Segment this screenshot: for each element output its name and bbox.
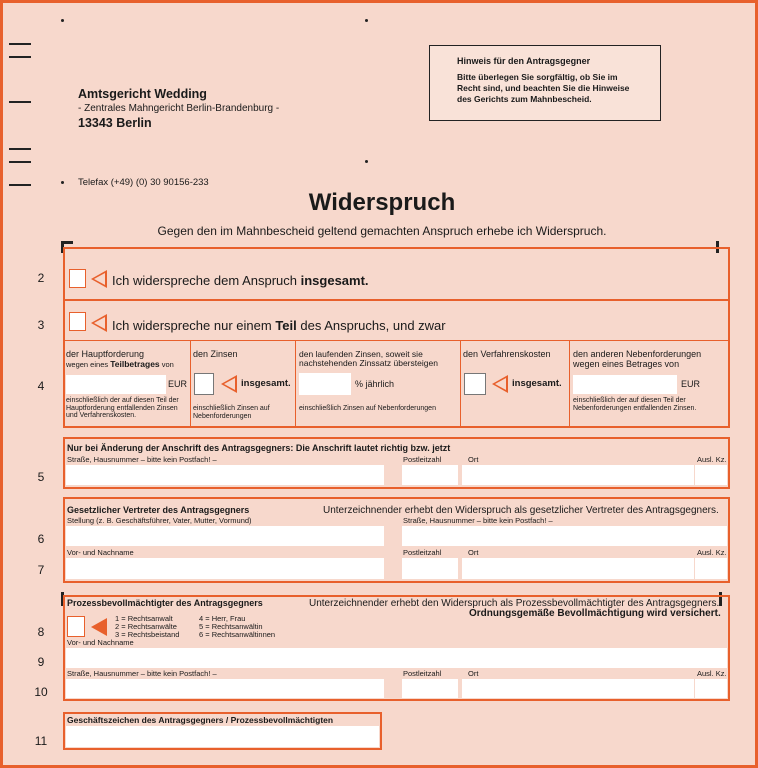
row-number: 3 xyxy=(37,318,45,332)
counsel-type-code-input[interactable] xyxy=(67,616,85,637)
partial-objection-label xyxy=(112,318,446,333)
zip-label: Postleitzahl xyxy=(403,669,442,678)
page-title: Widerspruch xyxy=(308,189,456,216)
reference-input[interactable] xyxy=(66,726,379,747)
court-name: Amtsgericht Wedding xyxy=(78,87,207,101)
legal-representative-note: Unterzeichnender erhebt den Widerspruch als gesetzlicher Vertreter des Antragsgegners. xyxy=(323,505,719,516)
corner-mark xyxy=(61,241,73,244)
code-item: 4 = Herr, Frau xyxy=(199,614,246,623)
margin-mark xyxy=(9,43,31,45)
country-input[interactable] xyxy=(695,679,727,698)
city-input[interactable] xyxy=(462,558,694,579)
divider xyxy=(63,299,730,301)
city-label: Ort xyxy=(468,548,479,557)
country-input[interactable] xyxy=(695,558,727,579)
zip-label: Postleitzahl xyxy=(403,548,442,557)
interest-note: einschließlich Zinsen auf Nebenforderungen xyxy=(193,405,270,420)
costs-checkbox[interactable] xyxy=(464,373,486,395)
main-claim-sublabel xyxy=(66,360,174,370)
page-subtitle: Gegen den im Mahnbescheid geltend gemachten Anspruch erhebe ich Widerspruch. xyxy=(157,224,607,238)
zip-input[interactable] xyxy=(402,558,458,579)
zip-input[interactable] xyxy=(402,465,458,485)
country-label: Ausl. Kz. xyxy=(697,548,727,557)
counsel-codes-a xyxy=(115,615,179,639)
full-objection-label xyxy=(112,273,369,288)
partial-objection-bold: Teil xyxy=(275,318,297,333)
street-input[interactable] xyxy=(402,526,727,546)
zip-input[interactable] xyxy=(402,679,458,698)
arrow-left-icon xyxy=(91,618,107,636)
row-number: 8 xyxy=(37,625,45,639)
full-objection-text: Ich widerspreche dem Anspruch xyxy=(112,273,301,288)
street-label: Straße, Hausnummer – bitte kein Postfach! – xyxy=(67,455,217,464)
counsel-header: Prozessbevollmächtigter des Antragsgegners xyxy=(67,598,263,608)
country-label: Ausl. Kz. xyxy=(697,455,727,464)
legal-representative-header: Gesetzlicher Vertreter des Antragsgegners xyxy=(67,505,250,515)
main-claim-sub-bold: Teilbetrages xyxy=(110,359,160,369)
country-label: Ausl. Kz. xyxy=(697,669,727,678)
street-label: Straße, Hausnummer – bitte kein Postfach! – xyxy=(403,516,553,525)
code-item: 3 = Rechtsbeistand xyxy=(115,630,180,639)
code-item: 1 = Rechtsanwalt xyxy=(115,614,173,623)
country-input[interactable] xyxy=(695,465,727,485)
full-objection-bold: insgesamt. xyxy=(300,273,369,288)
interest-rate-unit: % jährlich xyxy=(355,379,395,389)
divider xyxy=(569,341,570,426)
arrow-left-icon xyxy=(492,375,508,393)
notice-title: Hinweis für den Antragsgegner xyxy=(457,56,591,66)
running-interest-label: den laufenden Zinsen, soweit sie nachstehenden Zinssatz übersteigen xyxy=(299,349,438,368)
margin-mark xyxy=(9,56,31,58)
street-input[interactable] xyxy=(66,465,384,485)
reference-header: Geschäftszeichen des Antragsgegners / Prozessbevollmächtigten xyxy=(67,715,334,725)
counsel-codes-b xyxy=(199,615,275,639)
row-number: 6 xyxy=(37,532,45,546)
court-fax: Telefax (+49) (0) 30 90156-233 xyxy=(78,177,209,188)
divider xyxy=(63,340,730,341)
other-claims-label: den anderen Nebenforderungen wegen eines Betrages von xyxy=(573,349,702,369)
margin-mark xyxy=(9,101,31,103)
name-input[interactable] xyxy=(66,648,727,668)
arrow-left-icon xyxy=(91,314,107,332)
main-claim-label: der Hauptforderung xyxy=(66,349,145,359)
row-number: 9 xyxy=(37,655,45,669)
name-label: Vor- und Nachname xyxy=(67,638,134,647)
main-claim-currency: EUR xyxy=(168,379,188,389)
name-label: Vor- und Nachname xyxy=(67,548,134,557)
other-claims-amount-input[interactable] xyxy=(573,375,677,394)
name-input[interactable] xyxy=(66,558,384,579)
margin-mark xyxy=(9,184,31,186)
street-input[interactable] xyxy=(66,679,384,698)
main-claim-note: einschließlich der auf diesen Teil der Hauptforderung entfallenden Zinsen und Verfahrenskosten. xyxy=(66,397,179,419)
interest-option: insgesamt. xyxy=(241,378,291,389)
row-number: 5 xyxy=(37,470,45,484)
arrow-left-icon xyxy=(221,375,237,393)
registration-dot xyxy=(365,19,368,22)
other-claims-currency: EUR xyxy=(681,379,701,389)
row-number: 10 xyxy=(34,685,48,699)
main-claim-amount-input[interactable] xyxy=(66,375,166,394)
row-number: 11 xyxy=(34,734,48,748)
city-label: Ort xyxy=(468,669,479,678)
divider xyxy=(460,341,461,426)
city-label: Ort xyxy=(468,455,479,464)
running-interest-note: einschließlich Zinsen auf Nebenforderungen xyxy=(299,405,436,412)
counsel-note-bold: Ordnungsgemäße Bevollmächtigung wird versichert. xyxy=(469,608,721,619)
row-number: 4 xyxy=(37,379,45,393)
partial-objection-text: Ich widerspreche nur einem xyxy=(112,318,276,333)
court-city: 13343 Berlin xyxy=(78,116,152,130)
main-claim-sub-text: wegen eines xyxy=(66,360,111,369)
code-item: 2 = Rechtsanwälte xyxy=(115,622,177,631)
margin-mark xyxy=(9,161,31,163)
interest-checkbox[interactable] xyxy=(194,373,214,395)
code-item: 5 = Rechtsanwältin xyxy=(199,622,263,631)
divider xyxy=(190,341,191,426)
row-number: 2 xyxy=(37,271,45,285)
notice-box xyxy=(429,45,661,121)
street-label: Straße, Hausnummer – bitte kein Postfach! – xyxy=(67,669,217,678)
city-input[interactable] xyxy=(462,679,694,698)
position-label: Stellung (z. B. Geschäftsführer, Vater, Mutter, Vormund) xyxy=(67,516,252,525)
arrow-left-icon xyxy=(91,270,107,288)
notice-text: Bitte überlegen Sie sorgfältig, ob Sie im Recht sind, und beachten Sie die Hinweise des Gerichts zum Mahnbescheid. xyxy=(457,72,630,104)
full-objection-checkbox[interactable] xyxy=(69,269,86,288)
divider xyxy=(295,341,296,426)
position-input[interactable] xyxy=(66,526,384,546)
partial-objection-text-end: des Anspruchs, und zwar xyxy=(296,318,446,333)
partial-objection-checkbox[interactable] xyxy=(69,312,86,331)
zip-label: Postleitzahl xyxy=(403,455,442,464)
other-claims-note: einschließlich der auf diesen Teil der Nebenforderungen entfallenden Zinsen. xyxy=(573,397,697,412)
counsel-note: Unterzeichnender erhebt den Widerspruch als Prozessbevollmächtigter des Antragsgegners. xyxy=(309,598,720,609)
city-input[interactable] xyxy=(462,465,694,485)
costs-option: insgesamt. xyxy=(512,378,562,389)
main-claim-sub-end: von xyxy=(159,360,174,369)
registration-dot xyxy=(61,181,64,184)
address-change-header: Nur bei Änderung der Anschrift des Antragsgegners: Die Anschrift lautet richtig bzw. jetzt xyxy=(67,443,451,453)
costs-label: den Verfahrenskosten xyxy=(463,349,551,359)
row-number: 7 xyxy=(37,563,45,577)
margin-mark xyxy=(9,148,31,150)
interest-rate-input[interactable] xyxy=(299,373,351,395)
code-item: 6 = Rechtsanwältinnen xyxy=(199,630,276,639)
registration-dot xyxy=(61,19,64,22)
court-subtitle: - Zentrales Mahngericht Berlin-Brandenburg - xyxy=(78,103,280,114)
registration-dot xyxy=(365,160,368,163)
interest-label: den Zinsen xyxy=(193,349,238,359)
